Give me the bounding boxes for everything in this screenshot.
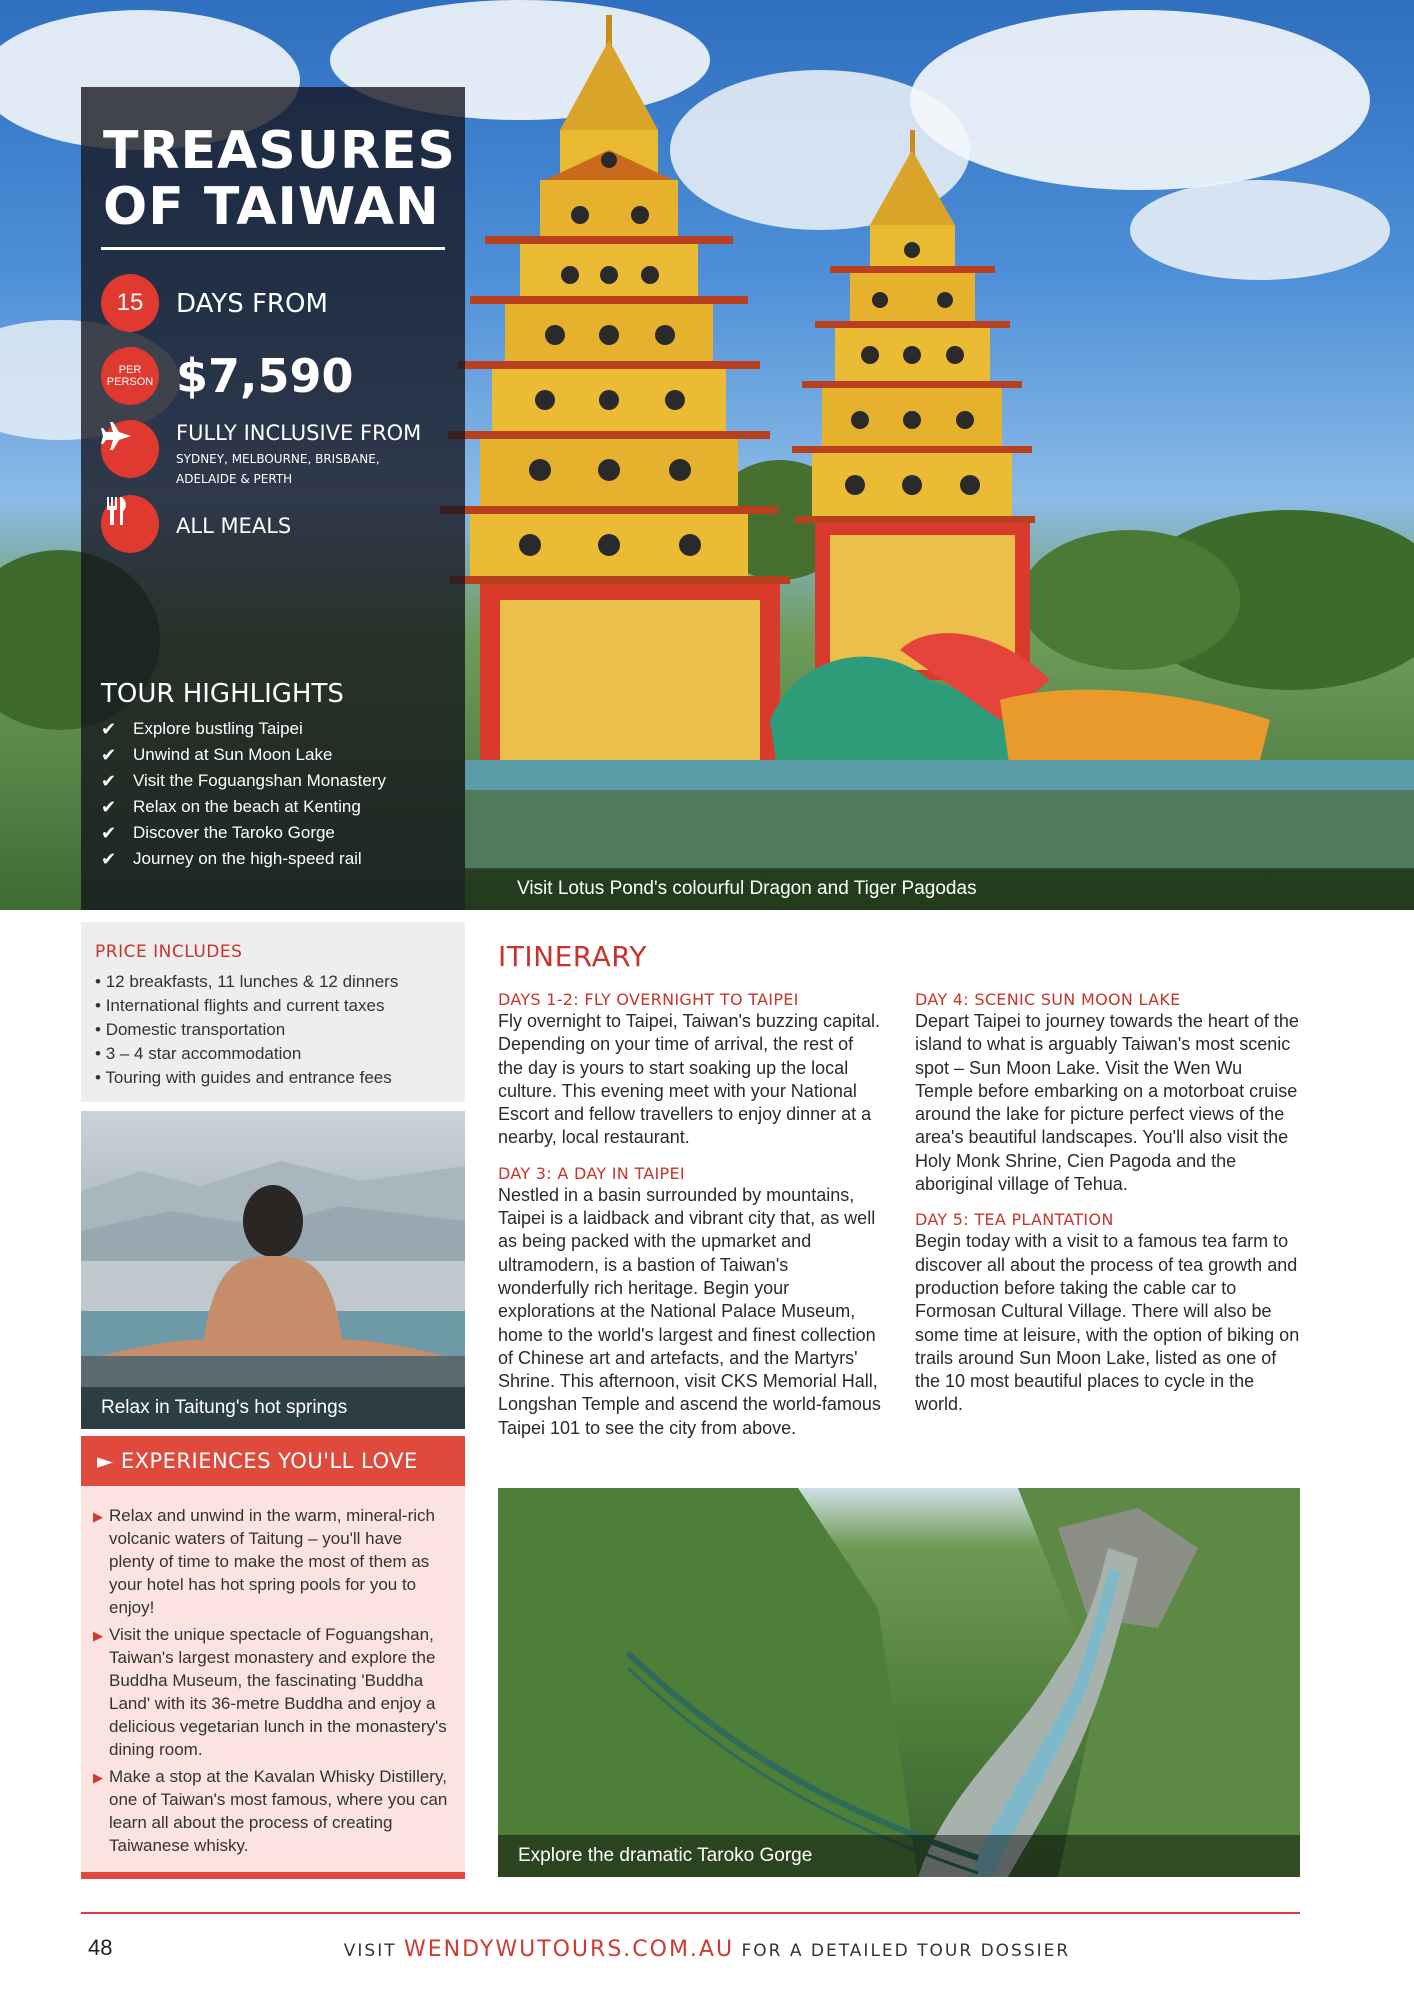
experiences-box	[81, 1486, 465, 1872]
list-item: ✔ Relax on the beach at Kenting	[101, 794, 386, 820]
plane-icon	[101, 420, 159, 478]
footer-cta	[0, 1937, 1414, 1962]
day-text: Depart Taipei to journey towards the heart of the island to what is arguably Taiwan's most scenic spot – Sun Moon Lake. Visit the Wen Wu Temple before embarking on a motorboat cruise around the lake for picture perfect views of the area's beautiful landscapes. You'll also visit the Holy Monk Shrine, Cien Pagoda and the aboriginal village of Tehua.	[915, 1011, 1299, 1195]
highlights-title: TOUR HIGHLIGHTS	[101, 679, 344, 709]
tour-info-panel	[81, 87, 465, 910]
meals-label: ALL MEALS	[176, 514, 292, 538]
tour-price: $7,590	[176, 349, 354, 403]
itinerary-column-2	[915, 990, 1300, 1431]
gorge-illustration	[498, 1488, 1300, 1877]
check-icon: ✔	[101, 745, 117, 765]
day-text: Fly overnight to Taipei, Taiwan's buzzing capital. Depending on your time of arrival, the rest of the day is yours to start soaking up the local culture. This evening meet with your National Escort and fellow travellers to enjoy dinner at a nearby, local restaurant.	[498, 1011, 880, 1148]
list-item: • 3 – 4 star accommodation	[95, 1044, 302, 1063]
title-divider	[101, 247, 445, 250]
days-label: DAYS FROM	[176, 289, 328, 319]
footer-divider	[81, 1912, 1300, 1914]
check-icon: ✔	[101, 849, 117, 869]
highlights-list	[101, 716, 386, 872]
day-text: Nestled in a basin surrounded by mountains, Taipei is a laidback and vibrant city that, as well as being packed with the upmarket and ultramodern, is a bastion of Taiwan's wonderfully rich heritage. Begin your explorations at the National Palace Museum, home to the world's largest and finest collection of Chinese art and artefacts, and the Martyrs' Shrine. This afternoon, visit CKS Memorial Hall, Longshan Temple and ascend the world-famous Taipei 101 to see the city from above.	[498, 1184, 881, 1438]
hot-spring-photo	[81, 1111, 465, 1429]
list-item: • 12 breakfasts, 11 lunches & 12 dinners	[95, 972, 399, 991]
itinerary-title: ITINERARY	[498, 940, 647, 973]
list-item: ✔ Discover the Taroko Gorge	[101, 820, 386, 846]
check-icon: ✔	[101, 719, 117, 739]
price-includes-list	[95, 970, 451, 1090]
day-heading: DAYS 1-2: FLY OVERNIGHT TO TAIPEI	[498, 990, 799, 1009]
taroko-gorge-photo	[498, 1488, 1300, 1877]
list-item: • Domestic transportation	[95, 1020, 286, 1039]
triangle-bullet-icon: ▶	[93, 1628, 103, 1643]
price-includes-title: PRICE INCLUDES	[95, 942, 243, 962]
list-item: ▶ Make a stop at the Kavalan Whisky Distillery, one of Taiwan's most famous, where you can learn all about the process of creating Taiwanese whisky.	[93, 1767, 448, 1855]
day-heading: DAY 5: TEA PLANTATION	[915, 1210, 1114, 1230]
hot-spring-caption: Relax in Taitung's hot springs	[81, 1387, 465, 1429]
page-number: 48	[88, 1935, 113, 1960]
triangle-bullet-icon: ▶	[93, 1770, 103, 1785]
triangle-bullet-icon: ▶	[93, 1509, 103, 1524]
experiences-header: ► EXPERIENCES YOU'LL LOVE	[81, 1436, 465, 1486]
cutlery-icon	[101, 495, 159, 553]
price-includes-box	[81, 922, 465, 1102]
list-item: ✔ Journey on the high-speed rail	[101, 846, 386, 872]
hero-photo	[0, 0, 1414, 910]
hot-spring-illustration	[81, 1111, 465, 1429]
check-icon: ✔	[101, 823, 117, 843]
day-heading: DAY 4: SCENIC SUN MOON LAKE	[915, 990, 1181, 1009]
day-text: Begin today with a visit to a famous tea farm to discover all about the process of tea growth and production before taking the cable car to Formosan Cultural Village. There will also be some time at leisure, with the option of biking on trails around Sun Moon Lake, listed as one of the 10 most beautiful places to cycle in the world.	[915, 1231, 1300, 1415]
check-icon: ✔	[101, 797, 117, 817]
experiences-title: EXPERIENCES YOU'LL LOVE	[120, 1449, 418, 1473]
inclusive-label: FULLY INCLUSIVE FROM	[176, 421, 422, 445]
list-item: ▶ Relax and unwind in the warm, mineral-rich volcanic waters of Taitung – you'll have plenty of time to make the most of them as your hotel has hot spring pools for you to enjoy!	[93, 1506, 435, 1617]
list-item: • International flights and current taxes	[95, 996, 385, 1015]
departure-cities: SYDNEY, MELBOURNE, BRISBANE, ADELAIDE & PERTH	[176, 452, 380, 486]
list-item: ▶ Visit the unique spectacle of Foguangshan, Taiwan's largest monastery and explore the Buddha Museum, the fascinating 'Buddha Land' with its 36-metre Buddha and enjoy a delicious vegetarian lunch in the monastery's dining room.	[93, 1625, 447, 1759]
list-item: ✔ Explore bustling Taipei	[101, 716, 386, 742]
list-item: ✔ Unwind at Sun Moon Lake	[101, 742, 386, 768]
website-link[interactable]: WENDYWUTOURS.COM.AU	[404, 1937, 735, 1962]
experiences-bottom-bar	[81, 1872, 465, 1879]
day-heading: DAY 3: A DAY IN TAIPEI	[498, 1163, 685, 1183]
list-item: • Touring with guides and entrance fees	[95, 1068, 392, 1087]
check-icon: ✔	[101, 771, 117, 791]
tour-title: TREASURES OF TAIWAN	[103, 121, 456, 237]
footer-suffix: FOR A DETAILED TOUR DOSSIER	[741, 1941, 1071, 1961]
list-item: ✔ Visit the Foguangshan Monastery	[101, 768, 386, 794]
footer-visit: VISIT	[343, 1941, 397, 1961]
gorge-caption: Explore the dramatic Taroko Gorge	[498, 1835, 1300, 1877]
days-badge: 15	[101, 274, 159, 332]
hero-caption: Visit Lotus Pond's colourful Dragon and Tiger Pagodas	[465, 868, 1414, 910]
per-person-badge: PER PERSON	[101, 347, 159, 405]
itinerary-column-1	[498, 990, 883, 1454]
